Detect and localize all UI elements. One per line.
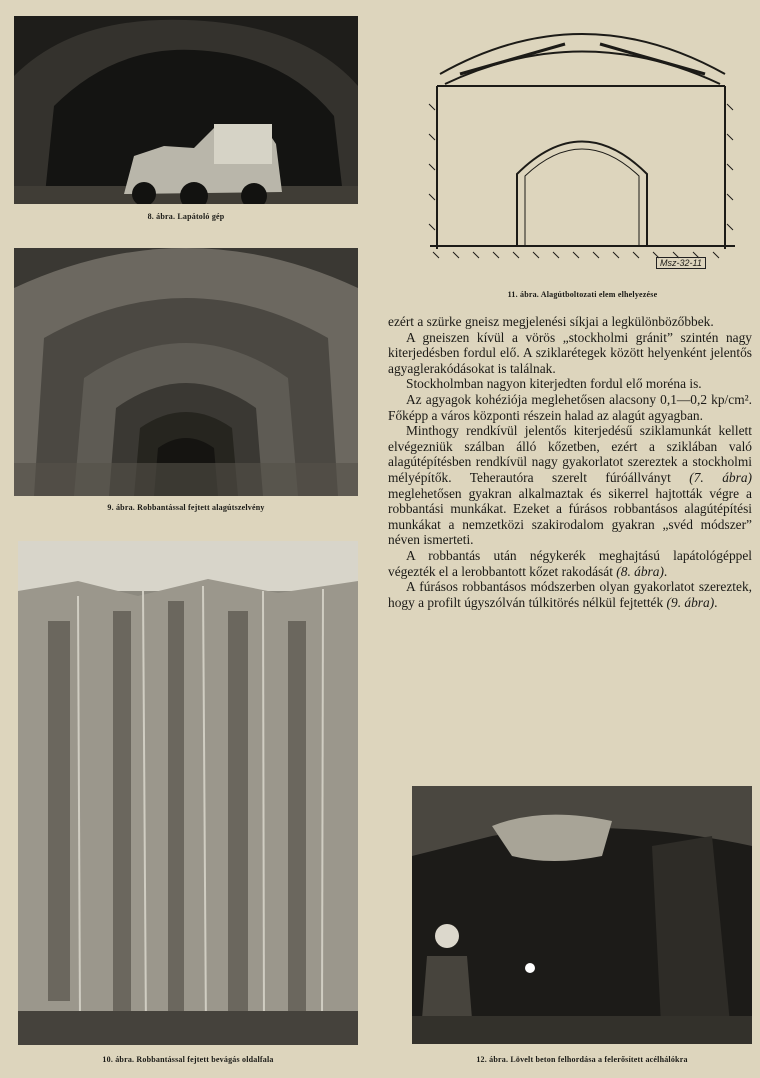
paragraph-text: . — [714, 594, 718, 610]
article-body — [388, 314, 752, 610]
figure-11-caption: 11. ábra. Alagútboltozati elem elhelyezése — [507, 290, 658, 299]
paragraph: ezért a szürke gneisz megjelenési síkjai a legkülönbözőbbek. — [388, 314, 714, 329]
paragraph — [388, 579, 752, 610]
figure-12-caption: 12. ábra. Lövelt beton felhordása a felerősített acélhálókra — [476, 1055, 688, 1064]
paragraph-text: . — [663, 563, 668, 579]
figure-10-caption: 10. ábra. Robbantással fejtett bevágás oldalfala — [102, 1055, 274, 1064]
paragraph-text: meglehetősen gyakran alkalmaztak és sikerrel hajtották végre a robbantási munkákat. Ezeket a fúrásos robbantásos alagútépítési munkákat a nemzetközi szakirodalom gyakran „svéd módszer” néven ismerteti. — [388, 485, 752, 548]
figure-12-photo — [412, 786, 752, 1044]
paragraph-text: Minthogy rendkívül jelentős kiterjedésű sziklamunkát kellett elvégezniük szálban álló kőzetben, ezért a sziklában való alagútépítésben rendkívül nagy gyakorlatot szereztek a stockholmi mélyépítők. Teherautóra szerelt fúróállványt — [388, 423, 752, 485]
paragraph — [388, 548, 752, 579]
figure-reference: (9. ábra) — [666, 594, 715, 610]
paragraph-text: A robbantás után négykerék meghajtású lapátológéppel végezték el a lerobbantott kőzet rakodását — [388, 547, 752, 579]
paragraph: Stockholmban nagyon kiterjedten fordul elő moréna is. — [406, 376, 702, 392]
paragraph: Az agyagok kohéziója meglehetősen alacsony 0,1—0,2 kp/cm². Főképp a város központi részein halad az alagút agyagban. — [388, 391, 752, 423]
paragraph: A gneiszen kívül a vörös „stockholmi gránit” szintén nagy kiterjedésben fordul elő. A sziklarétegek között helyenként jelentős agyaglerakódásokat is találnak. — [388, 329, 752, 376]
figure-8-photo — [14, 16, 358, 204]
figure-10-photo — [18, 541, 358, 1045]
figure-8-caption: 8. ábra. Lapátoló gép — [147, 212, 225, 221]
figure-11-diagram — [425, 14, 740, 279]
figure-11-stamp: Msz-32-11 — [656, 257, 706, 269]
figure-9-caption: 9. ábra. Robbantással fejtett alagútszelvény — [107, 503, 265, 512]
figure-reference: (7. ábra) — [689, 469, 752, 485]
paragraph — [388, 423, 752, 548]
figure-reference: (8. ábra) — [616, 563, 664, 579]
figure-9-photo — [14, 248, 358, 496]
paragraph-text: A fúrásos robbantásos módszerben olyan gyakorlatot szereztek, hogy a profilt úgyszólván túlkitörés nélkül fejtették — [388, 579, 752, 610]
